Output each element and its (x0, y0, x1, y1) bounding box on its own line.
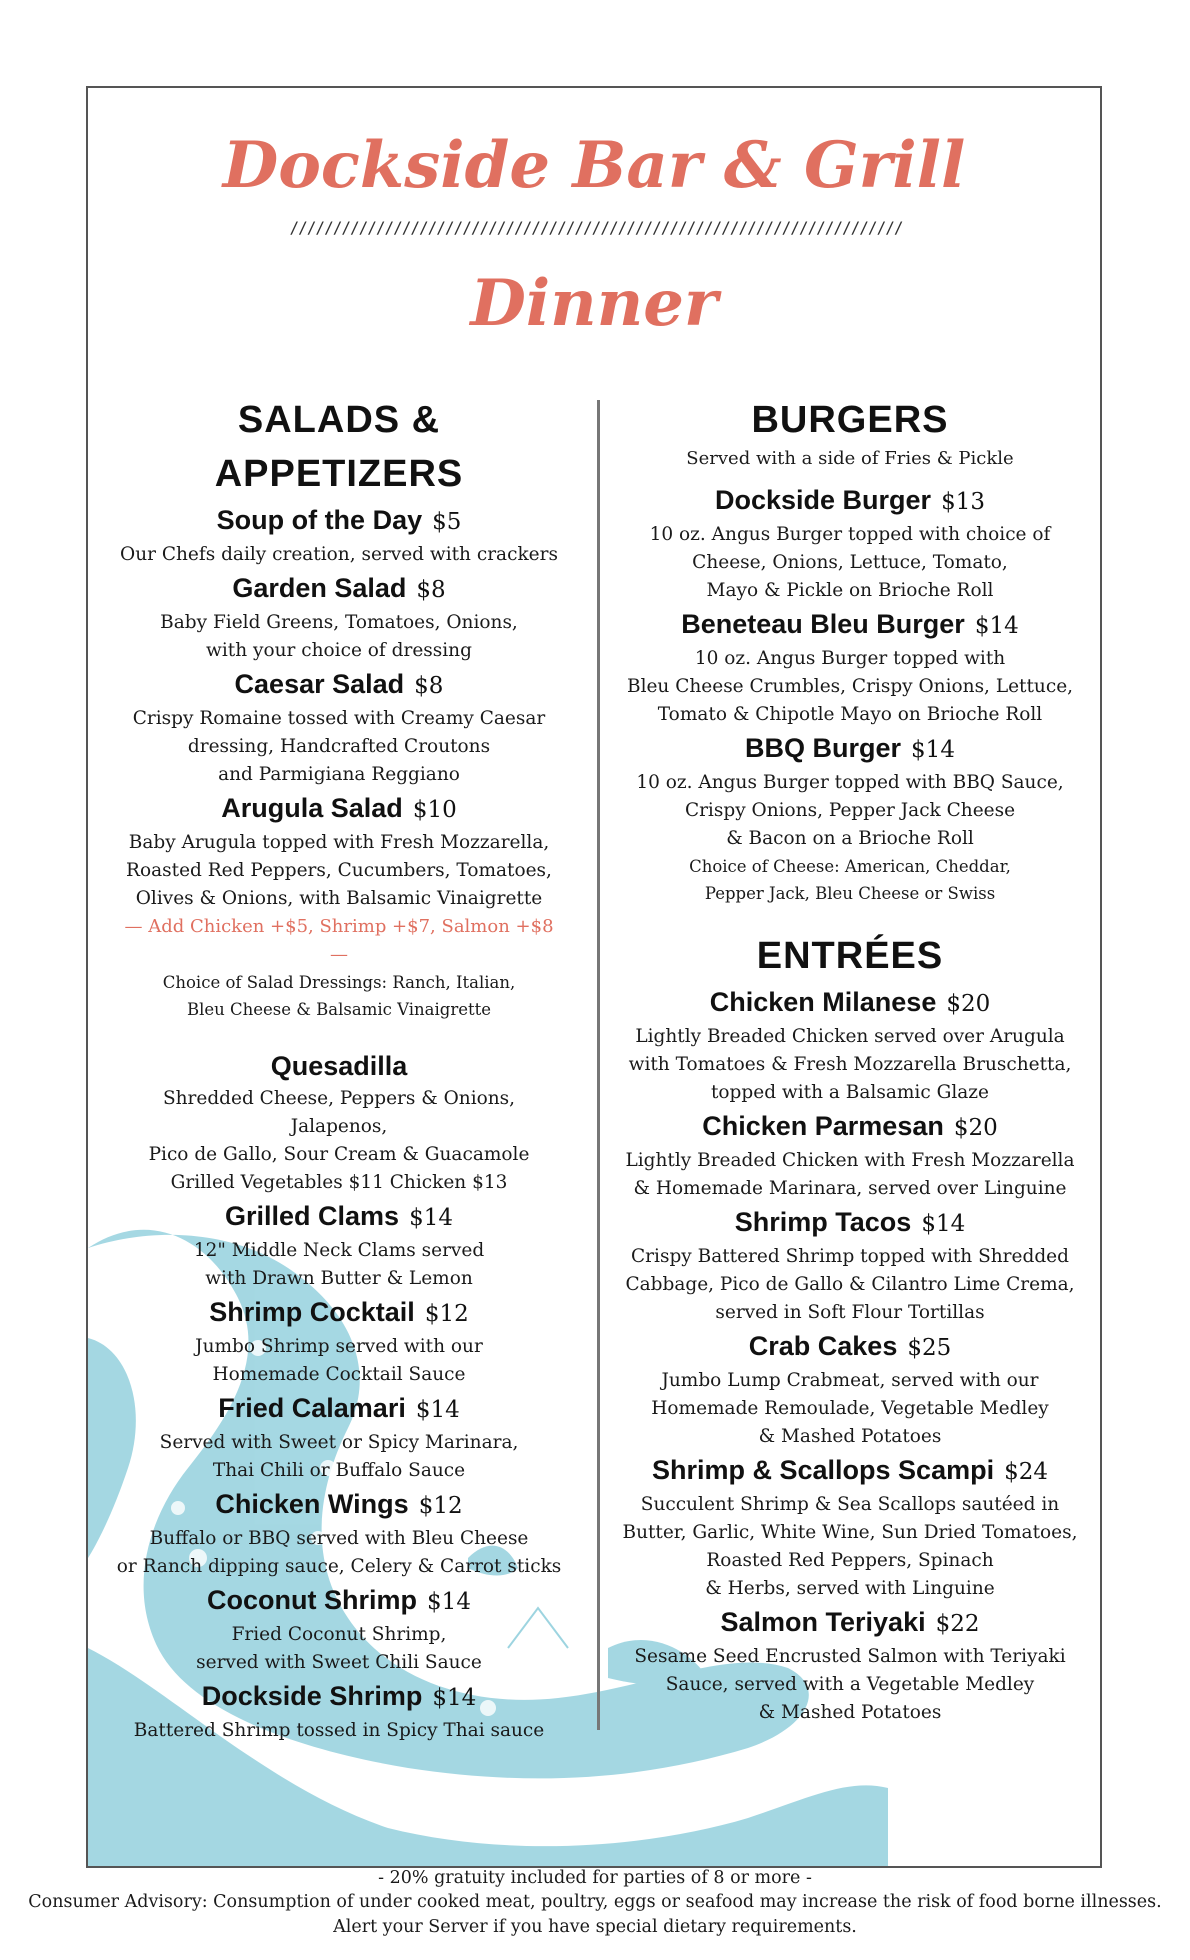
menu-item-description: Jumbo Shrimp served with our (195, 1336, 483, 1357)
menu-item-description: & Homemade Marinara, served over Linguine (633, 1178, 1067, 1199)
menu-item-heading (608, 481, 1092, 521)
menu-item-price: $10 (412, 797, 457, 823)
menu-item-description: Tomato & Chipotle Mayo on Brioche Roll (657, 704, 1043, 725)
menu-item-description: & Herbs, served with Linguine (705, 1578, 995, 1599)
menu-item-price: $14 (911, 737, 955, 763)
menu-item-name: Chicken Parmesan (702, 1111, 944, 1141)
menu-item-name: Beneteau Bleu Burger (681, 609, 965, 639)
menu-item-description: Served with Sweet or Spicy Marinara, (159, 1432, 519, 1453)
menu-item-price: $14 (409, 1205, 453, 1231)
menu-item-name: Salmon Teriyaki (720, 1607, 926, 1637)
menu-item-name: Shrimp Tacos (734, 1207, 912, 1237)
menu-item-price: $24 (1004, 1459, 1048, 1485)
menu-item-description: Butter, Garlic, White Wine, Sun Dried Tomatoes, (622, 1522, 1078, 1543)
menu-item-price: $22 (935, 1611, 980, 1637)
menu-item-name: Quesadilla (270, 1051, 408, 1081)
menu-item-description: Lightly Breaded Chicken served over Arugula (635, 1026, 1065, 1047)
dressing-choices (116, 969, 562, 1023)
menu-item (116, 789, 562, 913)
title-underline: /////////////////////////////////////////////////////////////////////// (289, 218, 903, 237)
menu-item-heading (608, 605, 1092, 645)
salad-addon: — Add Chicken +$5, Shrimp +$7, Salmon +$8 — (124, 916, 554, 965)
menu-item-description: Mayo & Pickle on Brioche Roll (706, 580, 994, 601)
menu-item-name: Shrimp Cocktail (209, 1297, 415, 1327)
menu-item (608, 605, 1092, 729)
menu-item-description: & Bacon on a Brioche Roll (726, 828, 974, 849)
cheese-line: Pepper Jack, Bleu Cheese or Swiss (704, 884, 996, 903)
menu-item-description: Thai Chili or Buffalo Sauce (212, 1460, 466, 1481)
menu-item-description: and Parmigiana Reggiano (218, 764, 460, 785)
menu-item-heading (116, 789, 562, 829)
menu-item-description: with Tomatoes & Fresh Mozzarella Bruschetta, (628, 1054, 1072, 1075)
menu-item (608, 1107, 1092, 1203)
menu-item-description: Crispy Battered Shrimp topped with Shredded (631, 1246, 1069, 1267)
menu-item-price: $14 (415, 1397, 460, 1423)
menu-item (608, 983, 1092, 1107)
menu-item-description: topped with a Balsamic Glaze (710, 1082, 989, 1103)
menu-item-description: Crispy Romaine tossed with Creamy Caesar (132, 708, 546, 729)
menu-item-description: or Ranch dipping sauce, Celery & Carrot sticks (116, 1556, 562, 1577)
menu-item-name: Garden Salad (232, 573, 407, 603)
menu-item-heading (608, 1603, 1092, 1643)
menu-item-heading (116, 501, 562, 541)
menu-item (116, 1581, 562, 1677)
menu-item-description: 12" Middle Neck Clams served (193, 1240, 485, 1261)
menu-item-description: 10 oz. Angus Burger topped with (694, 648, 1006, 669)
menu-item-description: Cheese, Onions, Lettuce, Tomato, (692, 552, 1008, 573)
salads-list (116, 501, 562, 913)
menu-item (116, 1197, 562, 1293)
section-title-text: SALADS & APPETIZERS (214, 399, 464, 495)
menu-item-heading (608, 1107, 1092, 1147)
menu-item-price: $8 (414, 673, 444, 699)
menu-item-name: BBQ Burger (745, 733, 902, 763)
menu-item-heading (116, 1047, 562, 1085)
appetizers-list (116, 1047, 562, 1745)
menu-item-name: Chicken Wings (215, 1489, 409, 1519)
menu-item-description: dressing, Handcrafted Croutons (187, 736, 491, 757)
menu-item (116, 1293, 562, 1389)
menu-item-description: Homemade Cocktail Sauce (212, 1364, 466, 1385)
menu-item-description: Battered Shrimp tossed in Spicy Thai sauce (133, 1720, 545, 1741)
menu-item-price: $12 (418, 1493, 463, 1519)
menu-item-description: with your choice of dressing (206, 640, 472, 661)
menu-item-description: Sauce, served with a Vegetable Medley (665, 1674, 1035, 1695)
menu-item-description: Bleu Cheese Crumbles, Crispy Onions, Lettuce, (626, 676, 1074, 697)
menu-item (608, 1451, 1092, 1603)
menu-item-price: $12 (424, 1301, 469, 1327)
menu-item-heading (116, 1389, 562, 1429)
menu-item (116, 569, 562, 665)
menu-item-heading (116, 1581, 562, 1621)
menu-item (608, 1203, 1092, 1327)
menu-item-description: Baby Arugula topped with Fresh Mozzarella, (128, 832, 550, 853)
menu-item-heading (116, 665, 562, 705)
menu-item-price: $25 (907, 1335, 952, 1361)
menu-item-heading (116, 1197, 562, 1237)
menu-frame (86, 86, 1102, 1868)
menu-item-description: Cabbage, Pico de Gallo & Cilantro Lime Crema, (625, 1274, 1075, 1295)
menu-item-description: 10 oz. Angus Burger topped with choice of (649, 524, 1051, 545)
menu-item-description: Jumbo Lump Crabmeat, served with our (661, 1370, 1039, 1391)
gratuity-note: - 20% gratuity included for parties of 8 or more - (378, 1868, 812, 1888)
menu-item-description: Buffalo or BBQ served with Bleu Cheese (149, 1528, 529, 1549)
salads-appetizers-heading (116, 393, 562, 501)
menu-item-name: Fried Calamari (218, 1393, 406, 1423)
menu-item-price: $13 (941, 489, 985, 515)
menu-item-description: Baby Field Greens, Tomatoes, Onions, (160, 612, 518, 633)
menu-item-description: Lightly Breaded Chicken with Fresh Mozzarella (625, 1150, 1075, 1171)
menu-item-description: Shredded Cheese, Peppers & Onions, Jalapenos, (162, 1088, 516, 1137)
menu-item-description: Our Chefs daily creation, served with crackers (120, 544, 558, 565)
menu-item (116, 1389, 562, 1485)
burgers-list (608, 481, 1092, 853)
menu-item-description: 10 oz. Angus Burger topped with BBQ Sauce, (636, 772, 1064, 793)
menu-item-price: $20 (946, 991, 991, 1017)
menu-item-heading (116, 1677, 562, 1717)
burgers-heading: BURGERS (751, 399, 949, 441)
menu-item (608, 1327, 1092, 1451)
menu-item-description: & Mashed Potatoes (758, 1426, 942, 1447)
menu-item (608, 729, 1092, 853)
entrees-list (608, 983, 1092, 1727)
menu-item-name: Caesar Salad (234, 669, 405, 699)
spacer (608, 907, 1092, 929)
restaurant-title: Dockside Bar & Grill (222, 128, 966, 203)
menu-item-name: Shrimp & Scallops Scampi (651, 1455, 995, 1485)
menu-item-heading (608, 1327, 1092, 1367)
menu-item-description: with Drawn Butter & Lemon (205, 1268, 473, 1289)
menu-item-description: Sesame Seed Encrusted Salmon with Teriyaki (634, 1646, 1066, 1667)
menu-item-price: $14 (921, 1211, 966, 1237)
menu-item-price: $14 (974, 613, 1019, 639)
menu-item-description: Fried Coconut Shrimp, (231, 1624, 447, 1645)
menu-item-heading (608, 1451, 1092, 1491)
menu-item-description: served in Soft Flour Tortillas (715, 1302, 985, 1323)
menu-item-price: $8 (416, 577, 446, 603)
menu-item-heading (116, 1293, 562, 1333)
menu-item-name: Dockside Shrimp (201, 1681, 423, 1711)
menu-item (608, 481, 1092, 605)
menu-item-heading (608, 983, 1092, 1023)
menu-item-description: Pico de Gallo, Sour Cream & Guacamole (148, 1144, 530, 1165)
menu-item (116, 665, 562, 789)
menu-item-name: Arugula Salad (221, 793, 403, 823)
dressing-line: Choice of Salad Dressings: Ranch, Italian, (162, 973, 516, 992)
menu-item (116, 501, 562, 569)
menu-item-description: Succulent Shrimp & Sea Scallops sautéed in (640, 1494, 1060, 1515)
menu-item-heading (608, 729, 1092, 769)
menu-item-heading (116, 569, 562, 609)
menu-item (116, 1677, 562, 1745)
menu-item-heading (608, 1203, 1092, 1243)
menu-item-name: Chicken Milanese (709, 987, 937, 1017)
menu-item-price: $14 (432, 1685, 477, 1711)
menu-item-name: Soup of the Day (216, 505, 423, 535)
spacer (116, 1023, 562, 1047)
menu-item-description: served with Sweet Chili Sauce (196, 1652, 482, 1673)
menu-item-description: Olives & Onions, with Balsamic Vinaigrette (135, 888, 543, 909)
burgers-note: Served with a side of Fries & Pickle (686, 448, 1014, 469)
consumer-advisory: Consumer Advisory: Consumption of under cooked meat, poultry, eggs or seafood may increase the risk of food borne illnesses. (28, 1892, 1162, 1912)
menu-item-description: Grilled Vegetables $11 Chicken $13 (170, 1172, 508, 1193)
menu-item-heading (116, 1485, 562, 1525)
menu-item (116, 1485, 562, 1581)
menu-item-description: Roasted Red Peppers, Cucumbers, Tomatoes, (126, 860, 552, 881)
dressing-line: Bleu Cheese & Balsamic Vinaigrette (186, 1000, 492, 1019)
right-column (608, 393, 1092, 1727)
menu-item-name: Coconut Shrimp (207, 1585, 418, 1615)
menu-item-price: $5 (432, 509, 462, 535)
menu-item-description: Crispy Onions, Pepper Jack Cheese (684, 800, 1016, 821)
menu-item-description: & Mashed Potatoes (758, 1702, 942, 1723)
entrees-heading: ENTRÉES (756, 935, 944, 977)
menu-item-description: Homemade Remoulade, Vegetable Medley (651, 1398, 1049, 1419)
menu-item-name: Dockside Burger (715, 485, 932, 515)
dietary-alert: Alert your Server if you have special dietary requirements. (333, 1917, 857, 1937)
menu-item (608, 1603, 1092, 1727)
cheese-choices (608, 853, 1092, 907)
menu-item-name: Grilled Clams (225, 1201, 400, 1231)
menu-subtitle: Dinner (470, 266, 718, 341)
left-column (116, 393, 562, 1745)
menu-item (116, 1047, 562, 1197)
menu-item-price: $20 (953, 1115, 998, 1141)
column-divider (597, 400, 600, 1730)
menu-item-name: Crab Cakes (748, 1331, 898, 1361)
menu-item-price: $14 (427, 1589, 471, 1615)
cheese-line: Choice of Cheese: American, Cheddar, (689, 857, 1011, 876)
menu-item-description: Roasted Red Peppers, Spinach (706, 1550, 994, 1571)
